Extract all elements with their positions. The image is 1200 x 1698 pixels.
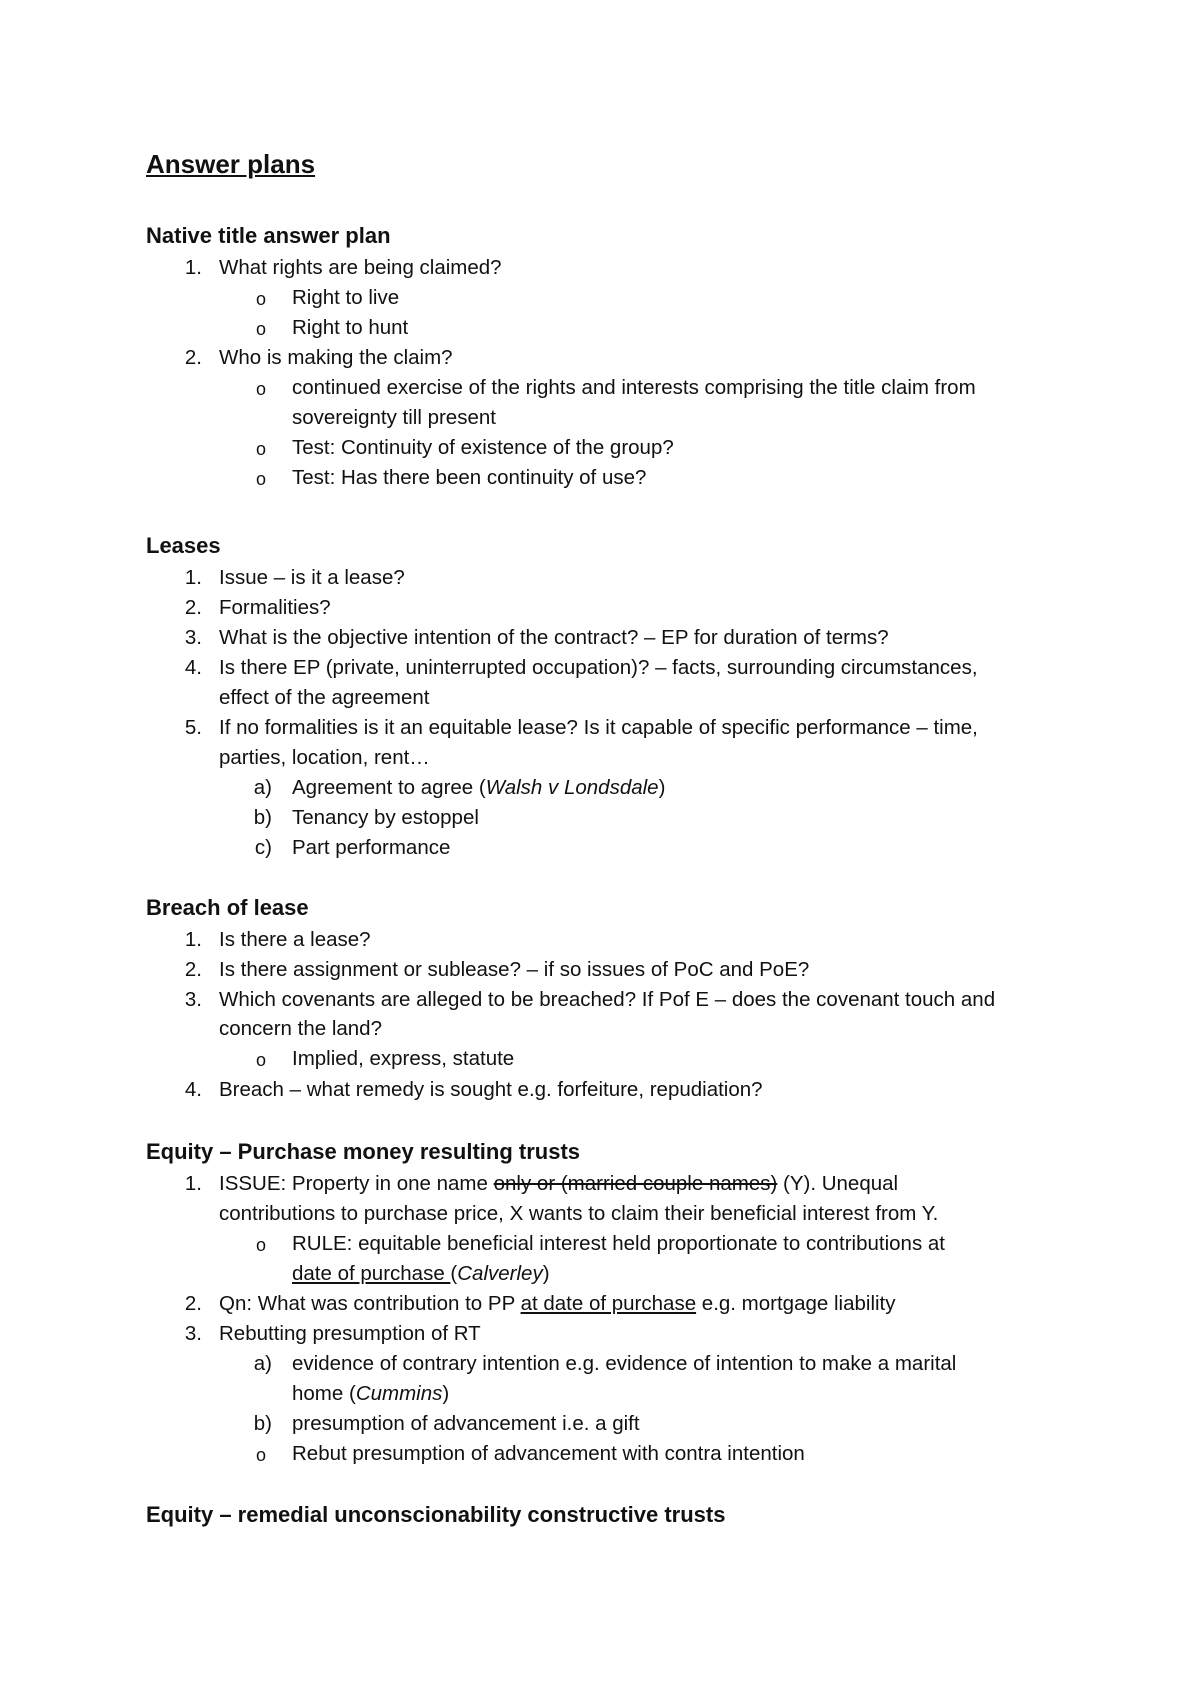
list-marker: 1. <box>184 928 202 951</box>
bullet-icon: o <box>256 379 267 399</box>
bullet-icon: o <box>256 1050 267 1070</box>
list-item: RULE: equitable beneficial interest held proportionate to contributions at <box>292 1232 945 1255</box>
struck-text: only or (married couple names) <box>493 1172 778 1195</box>
list-item-continuation: effect of the agreement <box>219 686 430 709</box>
page-title: Answer plans <box>146 149 316 179</box>
list-item: Issue – is it a lease? <box>219 566 405 589</box>
list-item: Formalities? <box>219 596 331 619</box>
list-item: What is the objective intention of the contract? – EP for duration of terms? <box>219 626 889 649</box>
list-item: Rebut presumption of advancement with contra intention <box>292 1442 805 1465</box>
bullet-icon: o <box>256 319 267 339</box>
bullet-icon: o <box>256 1235 267 1255</box>
list-item: Part performance <box>292 836 451 859</box>
list-item: evidence of contrary intention e.g. evidence of intention to make a marital <box>292 1352 957 1375</box>
list-marker: b) <box>253 1412 272 1435</box>
bullet-icon: o <box>256 469 267 489</box>
list-item: Right to hunt <box>292 316 409 339</box>
list-marker: 4. <box>184 656 202 679</box>
list-item: Is there EP (private, uninterrupted occupation)? – facts, surrounding circumstances, <box>219 656 978 679</box>
list-item: Breach – what remedy is sought e.g. forfeiture, repudiation? <box>219 1078 763 1101</box>
list-marker: 5. <box>184 716 202 739</box>
list-item-continuation: sovereignty till present <box>292 406 496 429</box>
list-item: continued exercise of the rights and interests comprising the title claim from <box>292 376 976 399</box>
list-marker: 3. <box>184 1322 202 1345</box>
list-item: Which covenants are alleged to be breached? If Pof E – does the covenant touch and <box>219 988 996 1011</box>
list-marker: 1. <box>184 256 202 279</box>
list-item-continuation: home (Cummins) <box>292 1382 450 1405</box>
list-item: Is there a lease? <box>219 928 371 951</box>
underlined-text: date of purchase <box>292 1262 451 1285</box>
list-item: ISSUE: Property in one name only or (married couple names) (Y). Unequal <box>219 1172 899 1195</box>
list-marker: 3. <box>184 988 202 1011</box>
section-heading-native-title: Native title answer plan <box>146 223 391 248</box>
list-marker: a) <box>253 776 272 799</box>
list-marker: a) <box>253 1352 272 1375</box>
bullet-icon: o <box>256 439 267 459</box>
list-item: Test: Has there been continuity of use? <box>292 466 647 489</box>
list-marker: 2. <box>184 958 202 981</box>
section-heading-breach-of-lease: Breach of lease <box>146 895 309 920</box>
list-item: Qn: What was contribution to PP at date of purchase e.g. mortgage liability <box>219 1292 896 1315</box>
list-item: Is there assignment or sublease? – if so issues of PoC and PoE? <box>219 958 810 981</box>
list-marker: b) <box>253 806 272 829</box>
list-item: Who is making the claim? <box>219 346 453 369</box>
list-marker: 1. <box>184 1172 202 1195</box>
list-item: If no formalities is it an equitable lease? Is it capable of specific performance – time, <box>219 716 978 739</box>
case-name: Walsh v Londsdale <box>485 776 659 799</box>
underlined-text: at date of purchase <box>520 1292 697 1315</box>
bullet-icon: o <box>256 1445 267 1465</box>
section-heading-remedial-constructive-trusts: Equity – remedial unconscionability constructive trusts <box>146 1502 726 1527</box>
case-name: Cummins <box>355 1382 443 1405</box>
list-marker: 2. <box>184 346 202 369</box>
list-item: Agreement to agree (Walsh v Londsdale) <box>292 776 666 799</box>
list-marker: 2. <box>184 596 202 619</box>
list-item-continuation: contributions to purchase price, X wants to claim their beneficial interest from Y. <box>219 1202 939 1225</box>
list-item-continuation: concern the land? <box>219 1017 382 1040</box>
case-name: Calverley <box>457 1262 543 1285</box>
bullet-icon: o <box>256 289 267 309</box>
list-item: What rights are being claimed? <box>219 256 502 279</box>
list-marker: 2. <box>184 1292 202 1315</box>
list-marker: 3. <box>184 626 202 649</box>
list-marker: 4. <box>184 1078 202 1101</box>
section-heading-leases: Leases <box>146 533 221 558</box>
list-item: Right to live <box>292 286 400 309</box>
list-item: Tenancy by estoppel <box>292 806 479 829</box>
list-item: presumption of advancement i.e. a gift <box>292 1412 640 1435</box>
list-item: Implied, express, statute <box>292 1047 515 1070</box>
section-heading-pmrt: Equity – Purchase money resulting trusts <box>146 1139 581 1164</box>
list-item: Test: Continuity of existence of the group? <box>292 436 674 459</box>
list-marker: 1. <box>184 566 202 589</box>
list-marker: c) <box>254 836 272 859</box>
list-item-continuation: parties, location, rent… <box>219 746 430 769</box>
list-item-continuation: date of purchase (Calverley) <box>292 1262 550 1285</box>
list-item: Rebutting presumption of RT <box>219 1322 481 1345</box>
